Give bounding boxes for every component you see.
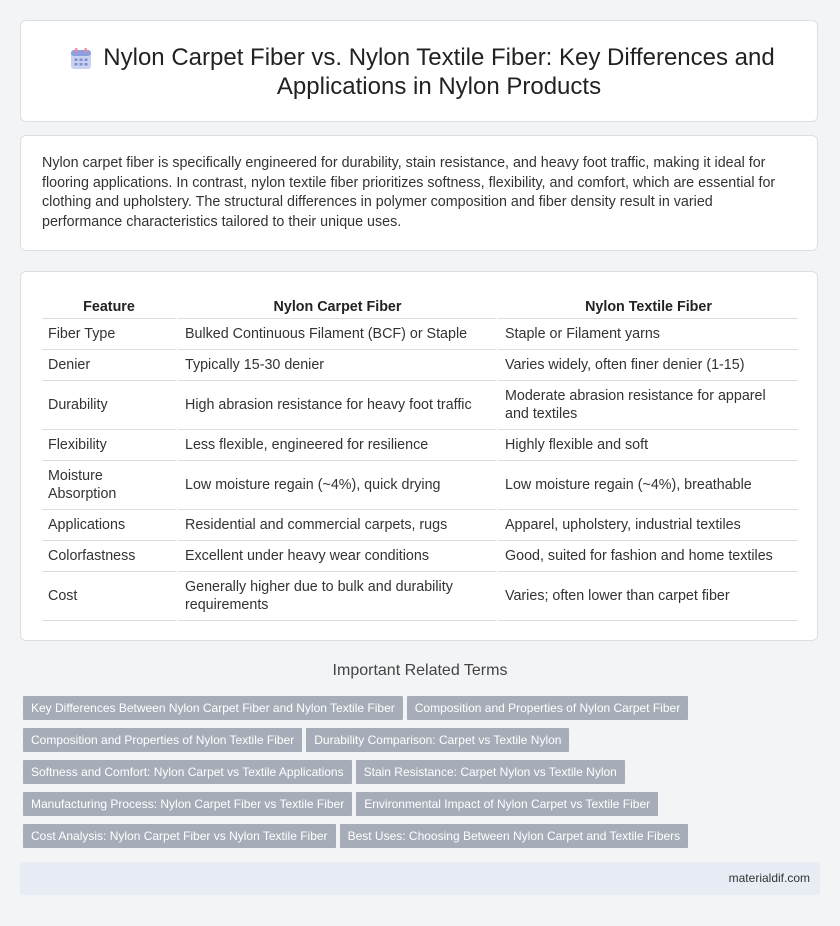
page-title: Nylon Carpet Fiber vs. Nylon Textile Fiber: Key Differences and Applications in Nylon Products [103, 44, 775, 100]
related-terms-heading: Important Related Terms [332, 662, 508, 679]
footer-site-link[interactable]: materialdif.com [728, 871, 810, 885]
table-cell: Flexibility [42, 430, 176, 461]
table-row [42, 381, 798, 430]
table-cell: Staple or Filament yarns [496, 319, 798, 350]
table-cell: Moisture Absorption [42, 461, 176, 510]
title-card [20, 20, 818, 122]
table-row [42, 350, 798, 381]
table-row [42, 541, 798, 572]
table-cell: Good, suited for fashion and home textiles [496, 541, 798, 572]
table-cell: Typically 15-30 denier [176, 350, 496, 381]
table-row [42, 572, 798, 621]
table-row [42, 319, 798, 350]
related-term-tag[interactable]: Best Uses: Choosing Between Nylon Carpet and Textile Fibers [340, 824, 689, 848]
related-term-tag[interactable]: Stain Resistance: Carpet Nylon vs Textile Nylon [356, 760, 625, 784]
table-cell: Varies; often lower than carpet fiber [496, 572, 798, 621]
column-header-textile: Nylon Textile Fiber [496, 294, 798, 319]
table-cell: Residential and commercial carpets, rugs [176, 510, 496, 541]
related-term-tag[interactable]: Composition and Properties of Nylon Carpet Fiber [407, 696, 688, 720]
table-cell: Varies widely, often finer denier (1-15) [496, 350, 798, 381]
table-cell: Durability [42, 381, 176, 430]
table-cell: Generally higher due to bulk and durability requirements [176, 572, 496, 621]
related-terms-list [23, 696, 703, 856]
table-cell: Apparel, upholstery, industrial textiles [496, 510, 798, 541]
intro-paragraph: Nylon carpet fiber is specifically engineered for durability, stain resistance, and heavy foot traffic, making it ideal for flooring applications. In contrast, nylon textile fiber prioritizes softness, flexibility, and comfort, which are essential for clothing and upholstery. The structural differences in polymer composition and fiber density result in varied performance characteristics tailored to their unique uses. [42, 155, 776, 230]
related-term-tag[interactable]: Composition and Properties of Nylon Textile Fiber [23, 728, 302, 752]
related-term-tag[interactable]: Key Differences Between Nylon Carpet Fiber and Nylon Textile Fiber [23, 696, 403, 720]
table-cell: Fiber Type [42, 319, 176, 350]
table-cell: Bulked Continuous Filament (BCF) or Staple [176, 319, 496, 350]
column-header-feature: Feature [42, 294, 176, 319]
table-cell: Less flexible, engineered for resilience [176, 430, 496, 461]
table-row [42, 430, 798, 461]
table-cell: Colorfastness [42, 541, 176, 572]
comparison-table-card [20, 271, 818, 641]
table-cell: Low moisture regain (~4%), breathable [496, 461, 798, 510]
table-cell: Low moisture regain (~4%), quick drying [176, 461, 496, 510]
column-header-carpet: Nylon Carpet Fiber [176, 294, 496, 319]
related-term-tag[interactable]: Environmental Impact of Nylon Carpet vs Textile Fiber [356, 792, 658, 816]
intro-card [20, 135, 818, 251]
table-cell: Moderate abrasion resistance for apparel and textiles [496, 381, 798, 430]
related-term-tag[interactable]: Cost Analysis: Nylon Carpet Fiber vs Nylon Textile Fiber [23, 824, 336, 848]
table-cell: Highly flexible and soft [496, 430, 798, 461]
table-cell: Denier [42, 350, 176, 381]
table-row [42, 461, 798, 510]
related-term-tag[interactable]: Softness and Comfort: Nylon Carpet vs Textile Applications [23, 760, 352, 784]
table-cell: Excellent under heavy wear conditions [176, 541, 496, 572]
related-term-tag[interactable]: Durability Comparison: Carpet vs Textile Nylon [306, 728, 569, 752]
table-cell: Applications [42, 510, 176, 541]
table-row [42, 510, 798, 541]
comparison-table [42, 294, 798, 621]
table-cell: High abrasion resistance for heavy foot traffic [176, 381, 496, 430]
footer-bar [20, 862, 820, 895]
table-cell: Cost [42, 572, 176, 621]
table-header-row [42, 294, 798, 319]
related-term-tag[interactable]: Manufacturing Process: Nylon Carpet Fiber vs Textile Fiber [23, 792, 352, 816]
